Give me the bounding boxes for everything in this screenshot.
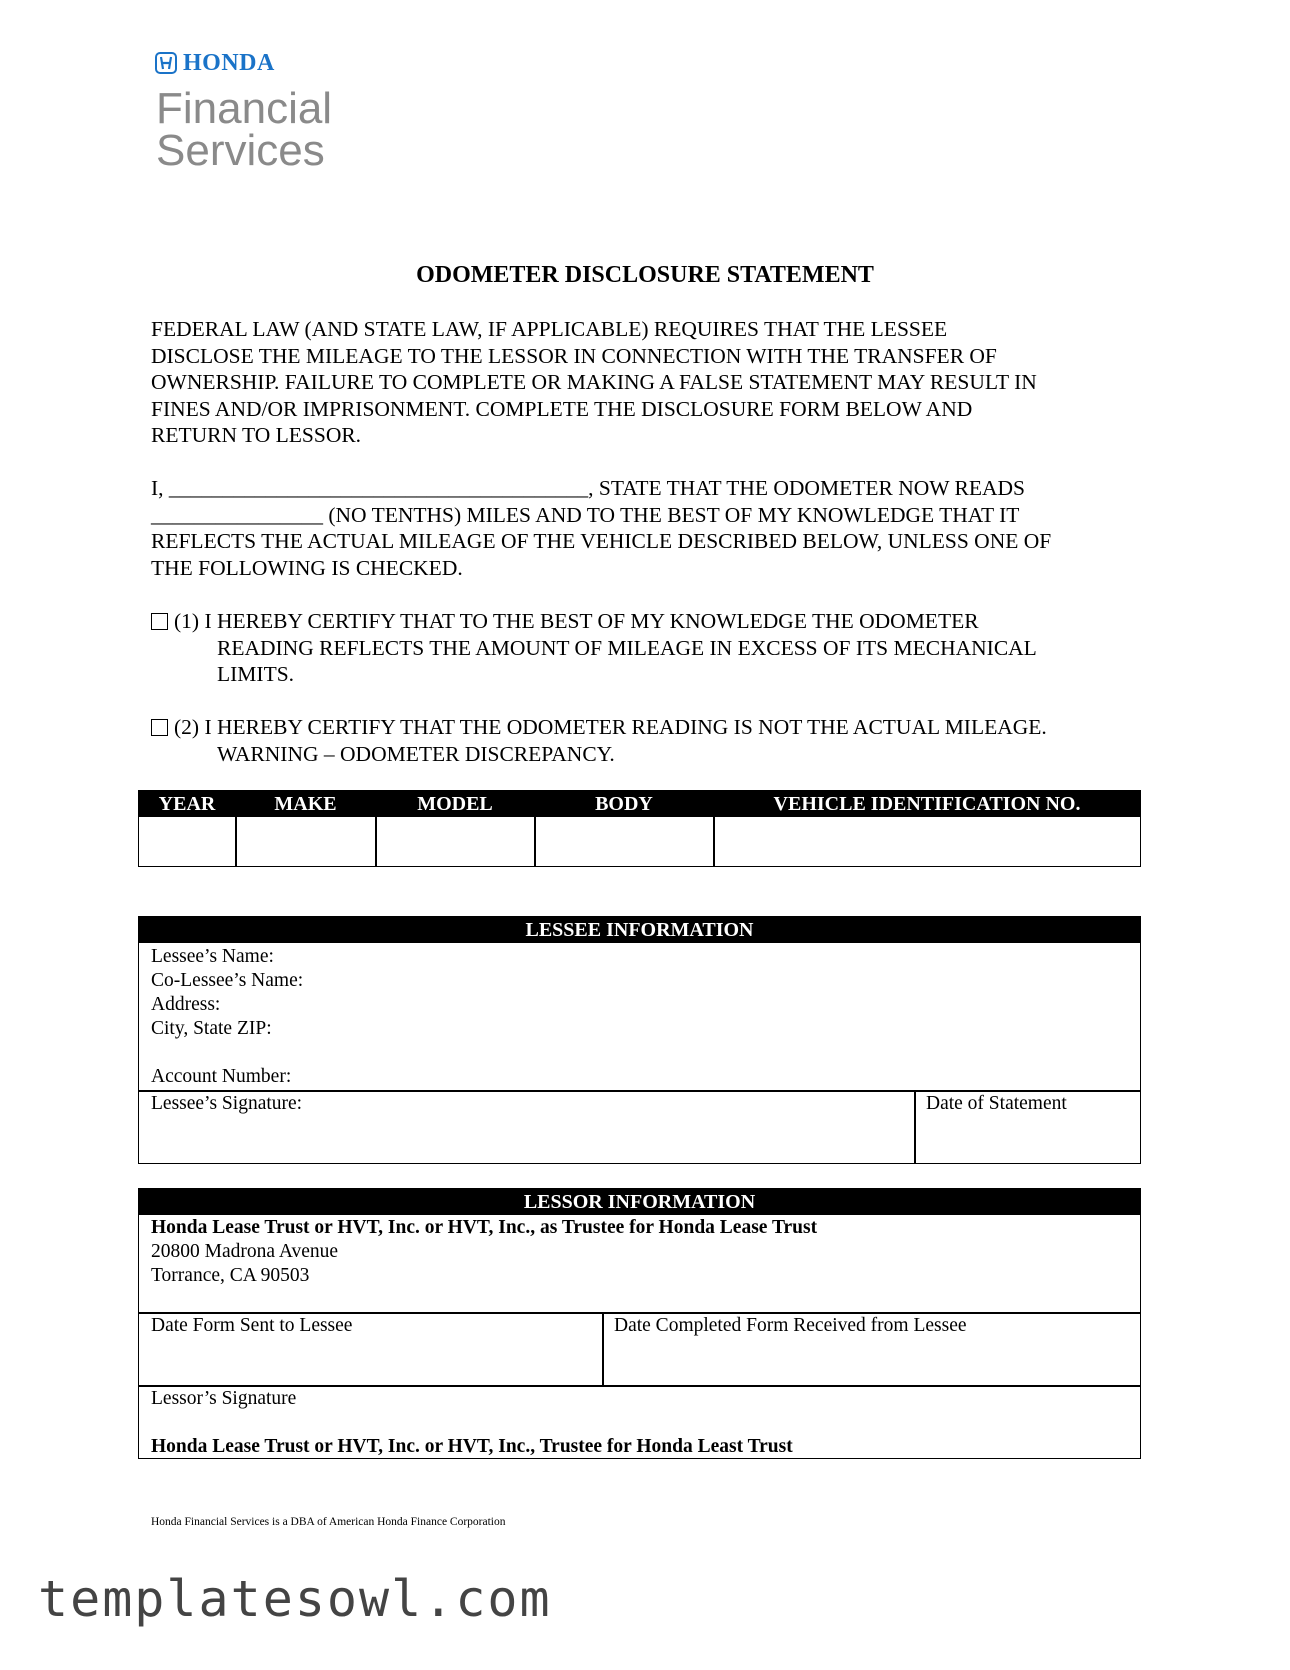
date-form-sent-field[interactable] [140,1338,600,1384]
lessor-city: Torrance, CA 90503 [151,1265,310,1286]
lessor-entity: Honda Lease Trust or HVT, Inc. or HVT, Inc., as Trustee for Honda Lease Trust [151,1217,818,1238]
co-lessee-name-label: Co-Lessee’s Name: [151,970,304,991]
checkbox-option-1[interactable] [151,613,168,630]
year-field[interactable] [140,818,234,866]
body-field[interactable] [536,818,712,866]
certify-option-1: (1) I HEREBY CERTIFY THAT TO THE BEST OF MY KNOWLEDGE THE ODOMETER READING REFLECTS THE AMOUNT OF MILEAGE IN EXCESS OF ITS MECHANICAL LIMITS. [151,608,1141,688]
lessor-signature-field[interactable] [140,1411,1138,1433]
date-form-received-field[interactable] [605,1338,1139,1384]
col-model: MODEL [376,791,534,817]
date-form-sent-label: Date Form Sent to Lessee [151,1315,353,1336]
lessor-signature-label: Lessor’s Signature [151,1388,297,1409]
honda-logo [155,50,325,76]
account-number-label: Account Number: [151,1066,292,1087]
honda-h-icon [155,52,177,74]
city-state-zip-label: City, State ZIP: [151,1018,272,1039]
lessor-street: 20800 Madrona Avenue [151,1241,339,1262]
make-field[interactable] [237,818,374,866]
address-label: Address: [151,994,221,1015]
col-year: YEAR [139,791,235,817]
vin-field[interactable] [715,818,1139,866]
col-vin: VEHICLE IDENTIFICATION NO. [714,791,1140,817]
lessee-signature-field[interactable] [140,1116,912,1162]
watermark: templatesowl.com [38,1570,552,1628]
col-make: MAKE [236,791,375,817]
footer-note: Honda Financial Services is a DBA of American Honda Finance Corporation [151,1516,506,1528]
date-of-statement-label: Date of Statement [926,1093,1067,1114]
lessor-header: LESSOR INFORMATION [139,1189,1140,1215]
financial-services-logo: Financial Services [156,84,333,175]
intro-paragraph: FEDERAL LAW (AND STATE LAW, IF APPLICABLE) REQUIRES THAT THE LESSEE DISCLOSE THE MILEAGE TO THE LESSOR IN CONNECTION WITH THE TRANSFER OF OWNERSHIP. FAILURE TO COMPLETE OR MAKING A FALSE STATEMENT MAY RESULT IN FINES AND/OR IMPRISONMENT. COMPLETE THE DISCLOSURE FORM BELOW AND RETURN TO LESSOR. [151,317,1037,447]
model-field[interactable] [377,818,533,866]
col-body: BODY [535,791,713,817]
checkbox-option-2[interactable] [151,719,168,736]
lessor-signature-entity: Honda Lease Trust or HVT, Inc. or HVT, Inc., Trustee for Honda Least Trust [151,1436,793,1457]
page-title: ODOMETER DISCLOSURE STATEMENT [416,262,874,288]
lessee-header: LESSEE INFORMATION [139,917,1140,943]
statement-paragraph: I, _______________________________________, STATE THAT THE ODOMETER NOW READS ________________ (NO TENTHS) MILES AND TO THE BEST OF MY KNOWLEDGE THAT IT REFLECTS THE ACTUAL MILEAGE OF THE VEHICLE DESCRIBED BELOW, UNLESS ONE OF THE FOLLOWING IS CHECKED. [151,476,1052,580]
certify-option-2: (2) I HEREBY CERTIFY THAT THE ODOMETER READING IS NOT THE ACTUAL MILEAGE. WARNING – ODOMETER DISCREPANCY. [151,714,1141,767]
date-of-statement-field[interactable] [917,1116,1139,1162]
lessee-signature-label: Lessee’s Signature: [151,1093,303,1114]
date-form-received-label: Date Completed Form Received from Lessee [614,1315,967,1336]
honda-brand-text: HONDA [183,49,275,76]
lessee-name-label: Lessee’s Name: [151,946,274,967]
